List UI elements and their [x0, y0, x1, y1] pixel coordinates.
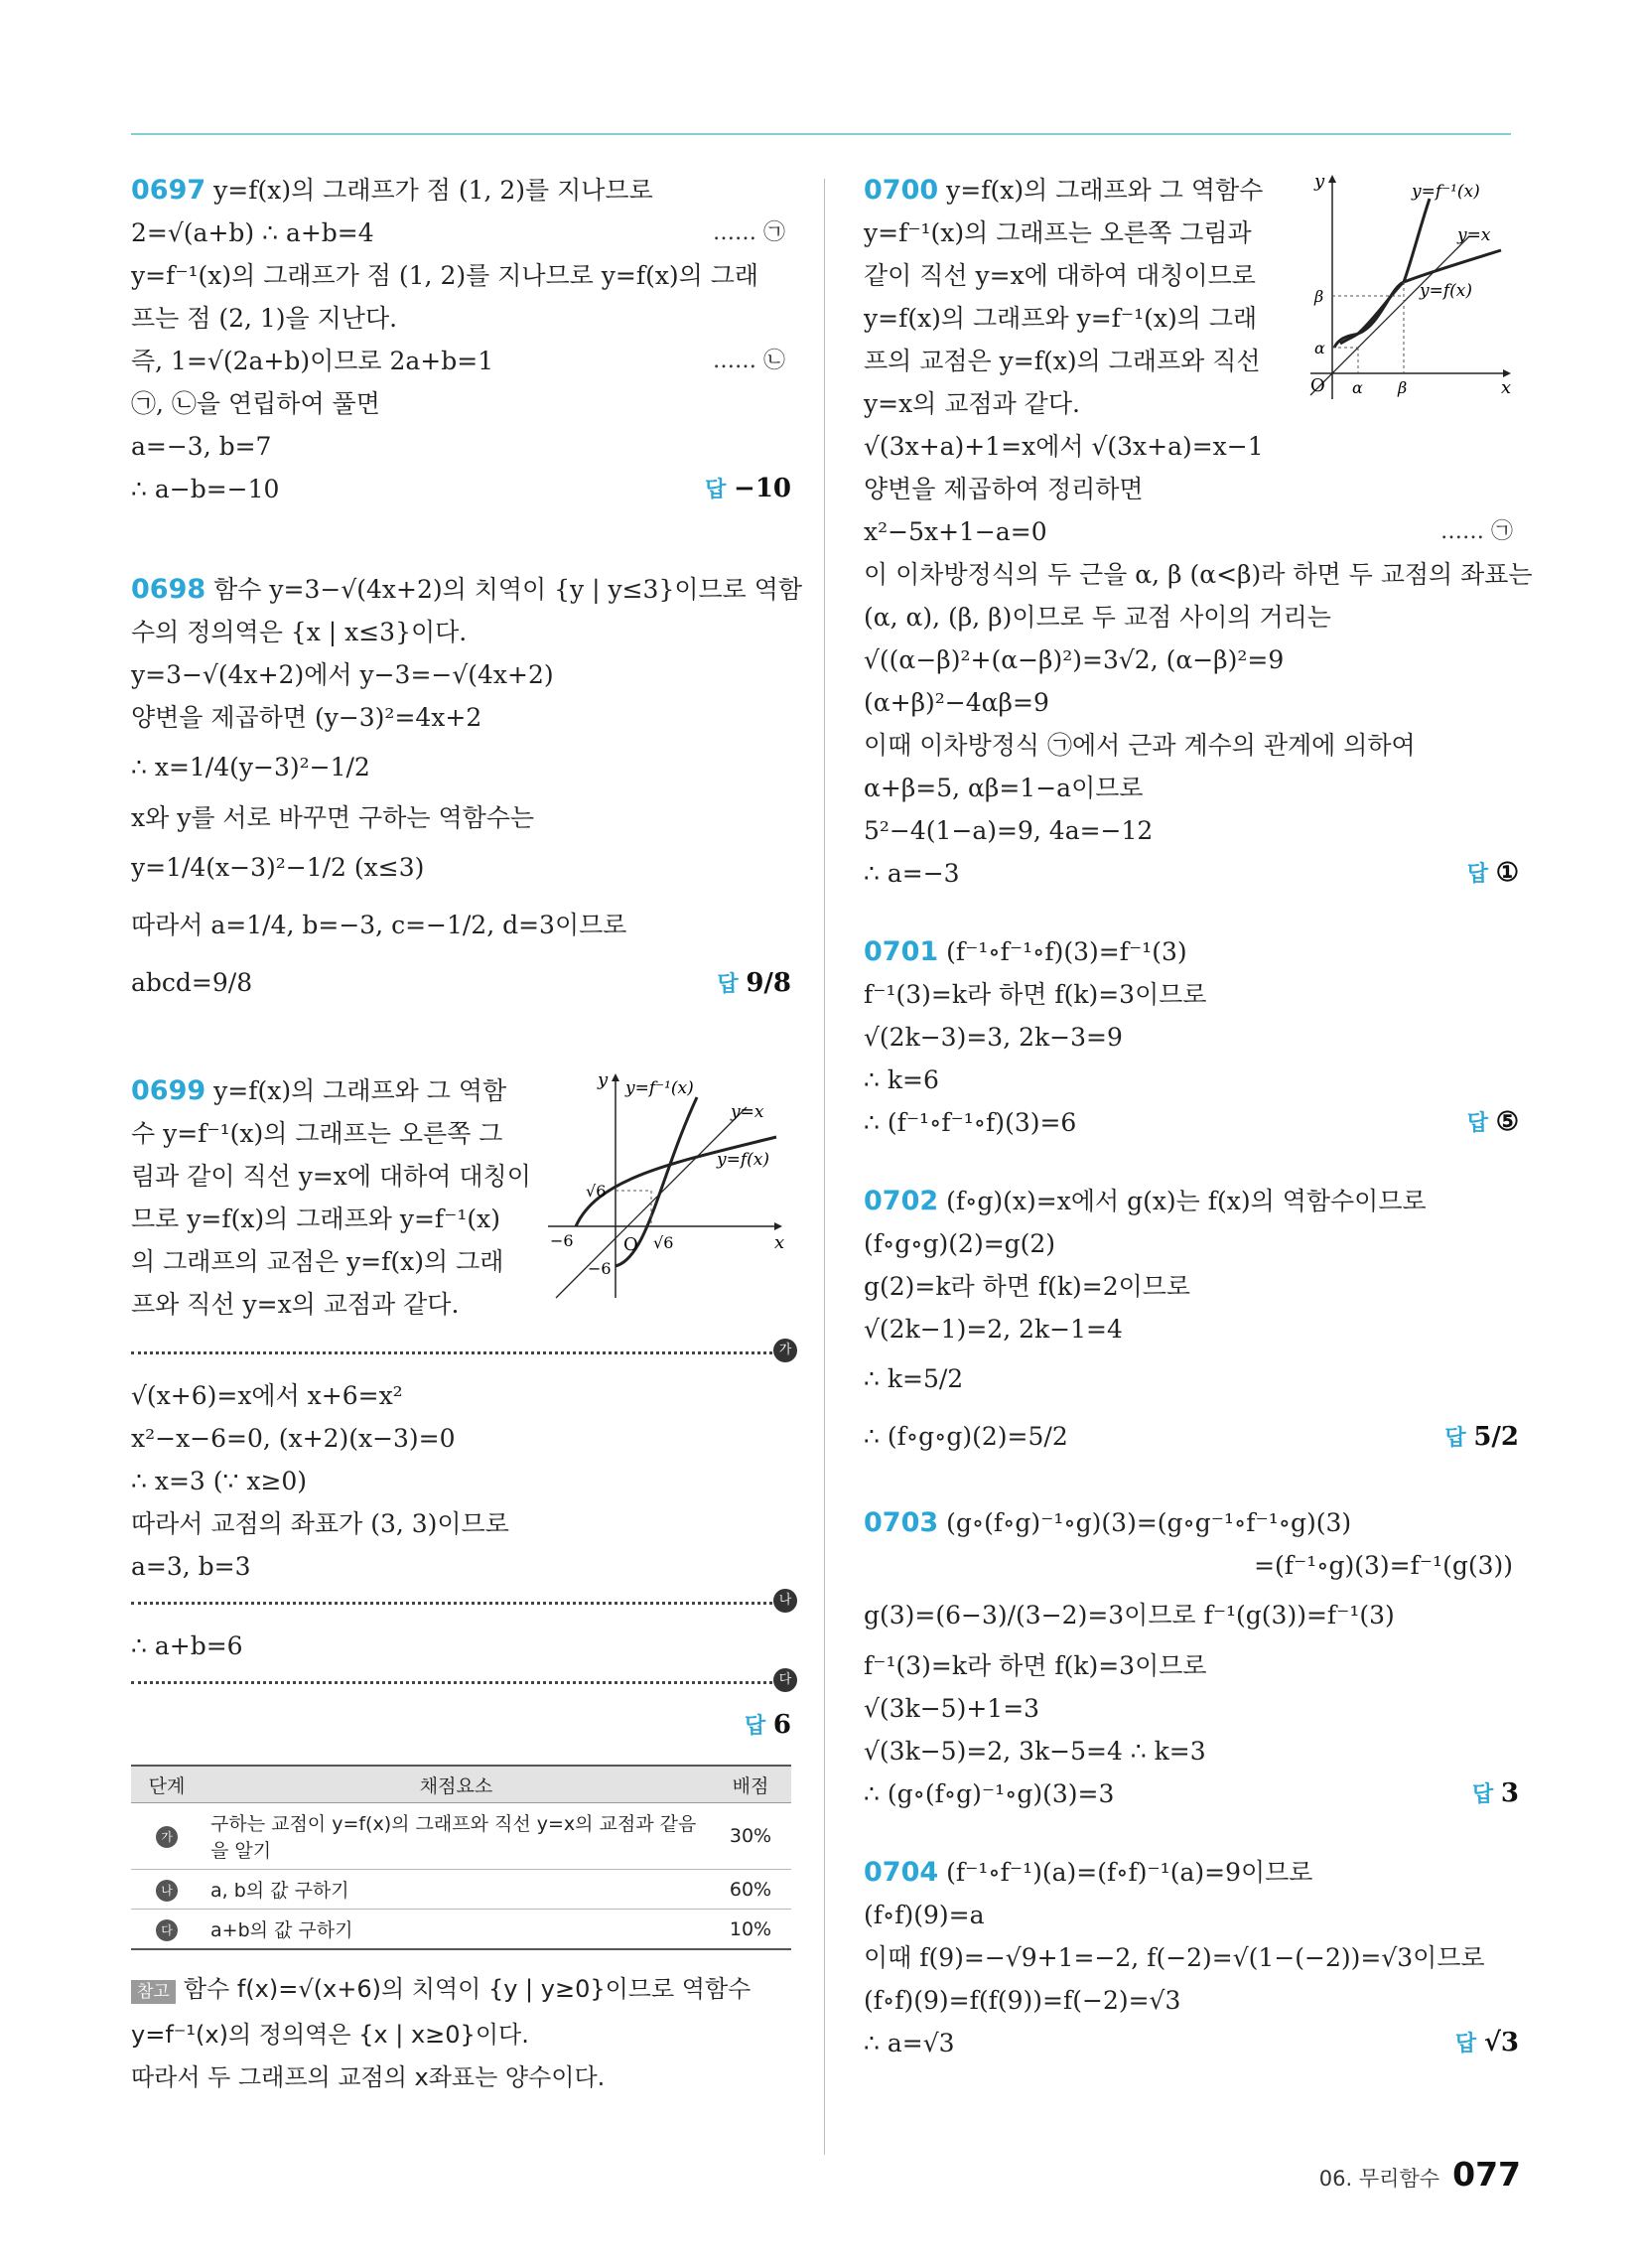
- solution-line: ∴ k=5/2: [864, 1364, 964, 1393]
- solution-line: ∴ k=6: [864, 1065, 939, 1094]
- solution-line: ∴ a=√3: [864, 2029, 955, 2057]
- solution-line: (f∘f)(9)=f(f(9))=f(−2)=√3: [864, 1986, 1181, 2015]
- function-label: y=f(x): [717, 1150, 769, 1170]
- problem-number: 0702: [864, 1186, 939, 1216]
- step-marker: 다: [156, 1919, 178, 1941]
- graph-0700: [1300, 169, 1519, 407]
- column-divider: [824, 179, 825, 2155]
- solution-line: y=f(x)의 그래프가 점 (1, 2)를 지나므로: [213, 176, 653, 205]
- problem-0698: [131, 568, 803, 1012]
- page-footer: [1319, 2155, 1521, 2194]
- note-tag: 참고: [131, 1980, 176, 2004]
- answer-value: 5/2: [1473, 1422, 1519, 1452]
- top-rule: [131, 133, 1511, 135]
- solution-line: ㉠, ㉡을 연립하여 풀면: [131, 389, 380, 418]
- solution-line: g(2)=k라 하면 f(k)=2이므로: [864, 1272, 1191, 1301]
- note-line: 함수 f(x)=√(x+6)의 치역이 {y | y≥0}이므로 역함수: [183, 1975, 752, 2003]
- chapter-title: 06. 무리함수: [1318, 2167, 1440, 2191]
- solution-line: a=3, b=3: [131, 1552, 251, 1581]
- x-axis-label: x: [774, 1232, 785, 1253]
- answer: 답 −10: [705, 474, 791, 503]
- equation-marker: …… ㉠: [713, 220, 785, 245]
- solution-line: √(x+6)=x에서 x+6=x²: [131, 1381, 403, 1410]
- solution-line: √(3k−5)=2, 3k−5=4 ∴ k=3: [864, 1737, 1206, 1766]
- scoring-table: [131, 1765, 791, 1950]
- problem-number: 0697: [131, 175, 206, 206]
- problem-number: 0704: [864, 1857, 939, 1888]
- answer: 답 6: [744, 1710, 791, 1740]
- solution-line: √((α−β)²+(α−β)²)=3√2, (α−β)²=9: [864, 645, 1285, 674]
- inverse-function-label: y=f⁻¹(x): [625, 1078, 694, 1098]
- solution-line: 수의 정의역은 {x | x≤3}이다.: [131, 618, 468, 646]
- graph-0699: [548, 1069, 791, 1308]
- answer-value: ⑤: [1495, 1107, 1519, 1137]
- step-divider: [131, 1343, 792, 1360]
- solution-line: y=f(x)의 그래프와 그 역함수: [946, 176, 1264, 205]
- solution-line: 즉, 1=√(2a+b)이므로 2a+b=1: [131, 347, 494, 375]
- line-y-equals-x-label: y=x: [731, 1102, 764, 1122]
- solution-line: √(3x+a)+1=x에서 √(3x+a)=x−1: [864, 432, 1264, 461]
- function-label: y=f(x): [1420, 281, 1472, 301]
- tick-sqrt6-x: √6: [653, 1233, 674, 1252]
- tick-neg6-y: −6: [588, 1259, 612, 1278]
- table-row: [131, 1870, 791, 1910]
- beta-x-tick: β: [1398, 378, 1408, 397]
- note-line: 따라서 두 그래프의 교점의 x좌표는 양수이다.: [131, 2063, 606, 2091]
- table-row: [131, 1910, 791, 1950]
- solution-line: abcd=9/8: [131, 968, 253, 997]
- solution-line: (f∘f)(9)=a: [864, 1901, 985, 1929]
- table-cell: 30%: [710, 1803, 791, 1870]
- solution-line: 프와 직선 y=x의 교점과 같다.: [131, 1290, 460, 1319]
- solution-line: √(2k−3)=3, 2k−3=9: [864, 1023, 1123, 1052]
- answer: 답 5/2: [1444, 1422, 1519, 1452]
- origin-label: O: [1310, 375, 1325, 396]
- solution-line: y=1/4(x−3)²−1/2 (x≤3): [131, 853, 425, 882]
- solution-line: y=x의 교점과 같다.: [864, 389, 1080, 418]
- tick-sqrt6-y: √6: [586, 1182, 607, 1201]
- solution-line: ∴ (f∘g∘g)(2)=5/2: [864, 1422, 1068, 1451]
- solution-line: 이때 이차방정식 ㉠에서 근과 계수의 관계에 의하여: [864, 731, 1416, 760]
- equation-marker: …… ㉠: [1440, 519, 1513, 544]
- table-cell: a+b의 값 구하기: [203, 1910, 710, 1950]
- solution-line: 프의 교점은 y=f(x)의 그래프와 직선: [864, 347, 1261, 375]
- alpha-y-tick: α: [1314, 339, 1325, 357]
- solution-line: y=3−√(4x+2)에서 y−3=−√(4x+2): [131, 660, 554, 689]
- solution-line: (f∘g∘g)(2)=g(2): [864, 1229, 1056, 1258]
- solution-line: 함수 y=3−√(4x+2)의 치역이 {y | y≤3}이므로 역함: [213, 575, 803, 604]
- table-cell: 10%: [710, 1910, 791, 1950]
- table-header: 단계: [131, 1766, 203, 1803]
- solution-line: √(3k−5)+1=3: [864, 1694, 1040, 1723]
- step-divider: [131, 1672, 792, 1690]
- solution-line: 수 y=f⁻¹(x)의 그래프는 오른쪽 그: [131, 1119, 503, 1148]
- solution-line: y=f⁻¹(x)의 그래프가 점 (1, 2)를 지나므로 y=f(x)의 그래: [131, 261, 759, 290]
- step-marker: 가: [156, 1826, 178, 1848]
- solution-line: 양변을 제곱하여 정리하면: [864, 475, 1144, 503]
- problem-0704: [864, 1851, 1519, 2064]
- solution-line: 므로 y=f(x)의 그래프와 y=f⁻¹(x): [131, 1205, 500, 1233]
- problem-number: 0700: [864, 175, 939, 206]
- solution-line: α+β=5, αβ=1−a이므로: [864, 774, 1144, 802]
- solution-line: 5²−4(1−a)=9, 4a=−12: [864, 816, 1154, 845]
- table-cell: a, b의 값 구하기: [203, 1870, 710, 1910]
- problem-number: 0699: [131, 1075, 206, 1106]
- table-row: [131, 1803, 791, 1870]
- problem-number: 0701: [864, 936, 939, 967]
- y-axis-label: y: [598, 1069, 609, 1090]
- x-axis-label: x: [1501, 377, 1512, 398]
- solution-line: (f∘g)(x)=x에서 g(x)는 f(x)의 역함수이므로: [946, 1187, 1427, 1215]
- left-column: [131, 169, 803, 2099]
- solution-line: (g∘(f∘g)⁻¹∘g)(3)=(g∘g⁻¹∘f⁻¹∘g)(3): [946, 1508, 1352, 1537]
- solution-line: y=f⁻¹(x)의 그래프는 오른쪽 그림과: [864, 218, 1252, 247]
- problem-number: 0698: [131, 574, 206, 605]
- solution-line: ∴ a+b=6: [131, 1631, 243, 1660]
- origin-label: O: [623, 1234, 638, 1255]
- step-marker: 나: [156, 1880, 178, 1902]
- solution-line: 이때 f(9)=−√9+1=−2, f(−2)=√(1−(−2))=√3이므로: [864, 1943, 1485, 1972]
- problem-0699: [131, 1069, 791, 2099]
- solution-line: y=f(x)의 그래프와 그 역함: [213, 1076, 507, 1105]
- solution-line: f⁻¹(3)=k라 하면 f(k)=3이므로: [864, 1651, 1207, 1680]
- answer-value: 9/8: [746, 968, 791, 998]
- solution-line: 이 이차방정식의 두 근을 α, β (α<β)라 하면 두 교점의 좌표는: [864, 560, 1533, 589]
- note-box: [131, 1968, 791, 2099]
- answer-value: 6: [772, 1710, 791, 1740]
- answer-value: √3: [1483, 2028, 1519, 2057]
- right-column: [864, 169, 1533, 2064]
- table-header: 채점요소: [203, 1766, 710, 1803]
- solution-line: (α+β)²−4αβ=9: [864, 688, 1049, 717]
- answer: 답 √3: [1454, 2028, 1519, 2057]
- answer: 답 3: [1471, 1778, 1519, 1808]
- solution-line: 같이 직선 y=x에 대하여 대칭이므로: [864, 261, 1256, 290]
- solution-line: 따라서 교점의 좌표가 (3, 3)이므로: [131, 1509, 509, 1538]
- beta-y-tick: β: [1314, 287, 1324, 306]
- page-number: 077: [1452, 2155, 1521, 2194]
- solution-line: f⁻¹(3)=k라 하면 f(k)=3이므로: [864, 980, 1207, 1009]
- solution-line: 2=√(a+b) ∴ a+b=4: [131, 218, 374, 247]
- solution-line: 프는 점 (2, 1)을 지난다.: [131, 304, 398, 333]
- problem-0697: [131, 169, 791, 510]
- problem-0700: [864, 169, 1533, 895]
- solution-line: x²−5x+1−a=0: [864, 517, 1047, 546]
- step-divider: [131, 1593, 792, 1611]
- note-line: y=f⁻¹(x)의 정의역은 {x | x≥0}이다.: [131, 2021, 529, 2049]
- solution-line: =(f⁻¹∘g)(3)=f⁻¹(g(3)): [1254, 1551, 1513, 1580]
- step-marker: 다: [773, 1668, 797, 1692]
- solution-line: ∴ a−b=−10: [131, 475, 280, 503]
- answer: 답 9/8: [717, 968, 791, 998]
- solution-line: ∴ a=−3: [864, 859, 960, 888]
- answer-value: −10: [734, 474, 791, 503]
- answer: 답 ⑤: [1466, 1107, 1519, 1137]
- answer-value: 3: [1500, 1778, 1519, 1808]
- solution-line: 의 그래프의 교점은 y=f(x)의 그래: [131, 1247, 504, 1276]
- solution-line: (α, α), (β, β)이므로 두 교점 사이의 거리는: [864, 603, 1331, 632]
- solution-line: 림과 같이 직선 y=x에 대하여 대칭이: [131, 1162, 531, 1191]
- solution-line: ∴ (g∘(f∘g)⁻¹∘g)(3)=3: [864, 1779, 1115, 1808]
- step-marker: 가: [773, 1339, 797, 1362]
- alpha-x-tick: α: [1352, 378, 1363, 397]
- solution-line: x와 y를 서로 바꾸면 구하는 역함수는: [131, 803, 535, 832]
- solution-line: x²−x−6=0, (x+2)(x−3)=0: [131, 1424, 456, 1453]
- problem-0702: [864, 1180, 1519, 1466]
- solution-line: (f⁻¹∘f⁻¹)(a)=(f∘f)⁻¹(a)=9이므로: [946, 1858, 1313, 1887]
- table-header: 배점: [710, 1766, 791, 1803]
- solution-line: √(2k−1)=2, 2k−1=4: [864, 1315, 1123, 1344]
- solution-line: y=f(x)의 그래프와 y=f⁻¹(x)의 그래: [864, 304, 1258, 333]
- solution-line: 따라서 a=1/4, b=−3, c=−1/2, d=3이므로: [131, 911, 627, 939]
- solution-line: ∴ (f⁻¹∘f⁻¹∘f)(3)=6: [864, 1108, 1077, 1137]
- y-axis-label: y: [1314, 171, 1325, 192]
- table-cell: 60%: [710, 1870, 791, 1910]
- line-y-equals-x-label: y=x: [1457, 225, 1491, 245]
- table-cell: 구하는 교점이 y=f(x)의 그래프와 직선 y=x의 교점과 같음을 알기: [203, 1803, 710, 1870]
- tick-neg6-x: −6: [550, 1231, 574, 1250]
- solution-line: a=−3, b=7: [131, 432, 272, 461]
- solution-line: ∴ x=3 (∵ x≥0): [131, 1467, 308, 1495]
- problem-0703: [864, 1501, 1519, 1815]
- solution-line: 양변을 제곱하면 (y−3)²=4x+2: [131, 703, 482, 732]
- equation-marker: …… ㉡: [713, 349, 785, 373]
- problem-0701: [864, 930, 1519, 1144]
- step-marker: 나: [773, 1589, 797, 1613]
- solution-line: g(3)=(6−3)/(3−2)=3이므로 f⁻¹(g(3))=f⁻¹(3): [864, 1601, 1395, 1630]
- solution-line: ∴ x=1/4(y−3)²−1/2: [131, 753, 370, 781]
- problem-number: 0703: [864, 1507, 939, 1538]
- answer: 답 ①: [1466, 858, 1519, 888]
- inverse-function-label: y=f⁻¹(x): [1412, 182, 1480, 202]
- answer-value: ①: [1495, 858, 1519, 888]
- solution-line: (f⁻¹∘f⁻¹∘f)(3)=f⁻¹(3): [946, 937, 1187, 966]
